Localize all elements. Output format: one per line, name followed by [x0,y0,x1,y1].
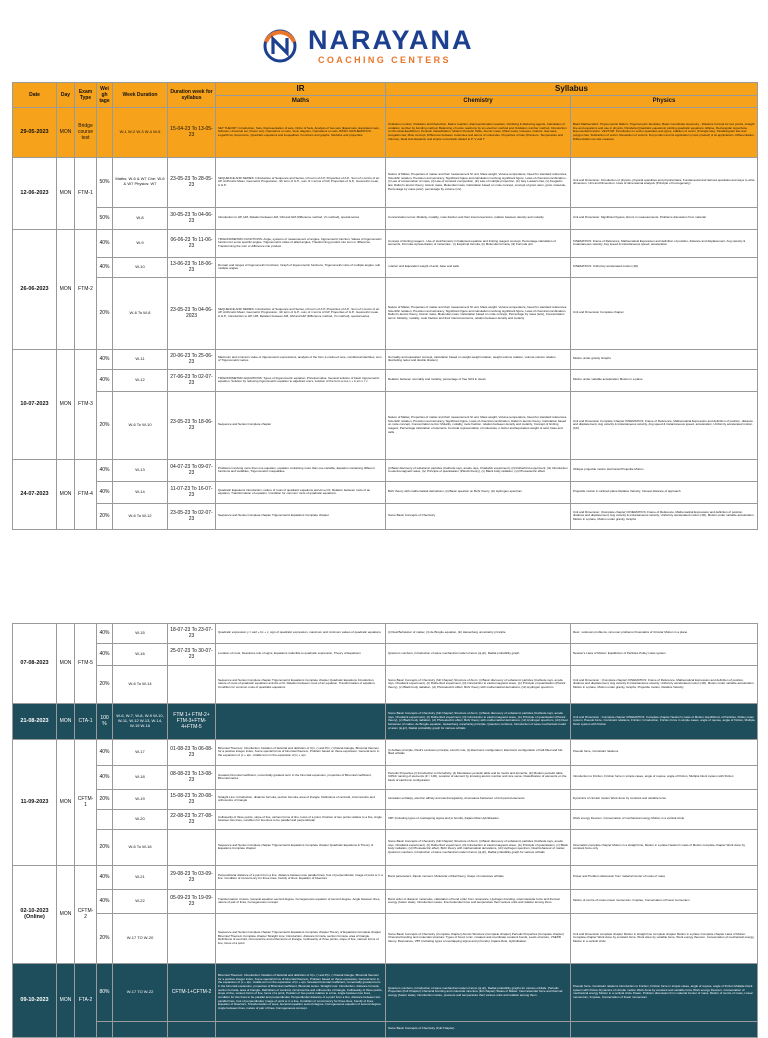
row-weightage: 20% [97,913,113,963]
row-maths: Domain and ranges of trigonometric functions, Graph of trigonometric functions, Trigonometric ratio of multiple angles, sub multiple angles [216,257,386,277]
row-maths: Quadratic Equations Introduction: nature of roots of quadratic equations ax2+bx+c=0, Relation between roots of an equation, Transformation of equation, Condition for common roots of quadratic equations. [216,481,386,503]
row-physics: Motion under gravity Graphs [571,349,758,369]
table-row [13,963,758,1021]
row-date: 11-09-2023 [13,739,57,865]
table-row [13,829,758,865]
table-row [13,739,758,765]
row-chemistry: Concept of limiting reagent - Use of stoichiometry in balanced equation and limiting reagent concept, Percentage calculation of elements, Formula representation of molecules - (i) Empirical formula, (ii) Molecular formula, (iii) Formula unit [386,229,571,257]
row-duration: 13-06-23 To 18-06-23 [168,257,216,277]
row-maths: TRIGONOMETRIC FUNCTIONS: Angle, systems of measurement of angles, trigonometric function, Values of trigonometric function for some specific angles, Trigonometric ratios of allied angles, Transforming product into sum or difference, Transforming the sum or difference into product. [216,229,386,257]
row-maths: SEQUENCE AND SERIES: Introduction of Sequence and Series, nth term of A.P, Properties of A.P., Sum of n-terms of an AP, Arithmetic Mean, Geometric Progression, nth term of G.P., sum of n terms of GP, Properties of G.P., Geometric mean, A.G.P. [216,157,386,207]
row-physics: Unit and Dimension complete chapter Motion in straight line complete chapter Motion in a plane Complete chapter Laws of Motion Complete chapter Work done by constant force, Work done by variable force, Work energy theorem, Conservation of mechanical energy, Motion in a vertical circle [571,913,758,963]
header-week-duration: Week Duration [113,83,168,108]
row-maths: Introduction to HP, HM, Relation between AM, GM and HM (Difference method, Vn method), special series [216,207,386,229]
page-break-gap [13,529,758,623]
row-weeks: W-8 [113,207,168,229]
table-header-row [13,83,758,96]
row-physics: Motion under variable acceleration Motion in a plane [571,369,758,391]
row-duration: 30-05-23 To 04-06-23 [168,207,216,229]
row-exam-type: FTM-2 [75,229,97,349]
row-chemistry: Some Basic Concepts of Chemistry (Full Chapter) [386,1021,571,1037]
row-day: MON [57,459,75,529]
row-date: 26-06-2023 [13,229,57,349]
row-weightage: 40% [97,739,113,765]
row-weeks: W-6, W-7, W-8, W-9 W-10, W-11, W-12 W-13, W-14, W-15 W-16 [113,703,168,739]
row-physics: Unit and Dimension: Significant figures, Errors in measurements. Problems discussion from material [571,207,758,229]
table-row [13,665,758,703]
row-date: 21-08-2023 [13,703,57,739]
row-duration: 15-04-23 To 13-05-23 [168,107,216,157]
row-weeks: W-6 To W-16 [113,829,168,865]
row-maths: Sequence and Series Complete chapter Trigonometric Equations Complete chapter Quadratic Equations Introduction, nature of roots of quadratic equations ax2+bx+c=0, Relation between roots of an equation, Transformation of equation, Condition for common roots of quadratic equations [216,665,386,703]
row-weightage: 50% [97,157,113,207]
row-duration: 05-09-23 To 19-09-23 [168,889,216,913]
row-maths: Collinearity of three points, slope of line, various forms of line, locus of a point, Position of two points relative to a line, Angle between two lines, condition for two lines to be parallel and perpendicular [216,809,386,829]
row-duration: 06-06-23 To 11-06-23 [168,229,216,257]
header-duration-syllabus: Duration week for syllabus [168,83,216,108]
row-day: MON [57,963,75,1037]
row-duration: 18-07-23 To 23-07-23 [168,623,216,643]
row-weeks: W-9 [113,229,168,257]
table-row [13,809,758,829]
row-duration: 08-08-23 To 13-08-23 [168,765,216,789]
table-row [13,889,758,913]
row-date: 12-06-2023 [13,157,57,229]
brand-tagline: COACHING CENTERS [318,55,451,65]
row-physics: Introduction to Friction, Friction force in simple cases, angle of repose, angle of friction, Multiple block system with friction [571,765,758,789]
table-row [13,1021,758,1037]
row-chemistry: (i) Dual Behaviour of matter, (ii) de Broglie equation, (iii) Heisenberg uncertainty principle [386,623,571,643]
row-maths: TRIGONOMETRIC EQUATIONS: Types of trigonometric equation, Principal value, General solution of basic trigonometric equation, Solution by reducing trigonometric equation to algebraic one's, solution of the form a cos x + b sin x = c [216,369,386,391]
row-physics: Power and Problem discussion from material Center of mass of mass [571,865,758,889]
row-physics: Unit and Dimension : Complete chapter KINEMATICS: Complete chapter Newton's Laws of Motion: Equilibrium of Particles, Pulley mass system, Pseudo force, Constraint relations, Friction: Introduction, Friction force in simple cases, angle of repose, angle of friction, Multiple block system with friction [571,703,758,739]
table-row [13,391,758,459]
row-weeks: W-6 To W-14 [113,665,168,703]
row-weightage: 40% [97,865,113,889]
row-duration [168,665,216,703]
row-weightage: 20% [97,829,113,865]
row-maths: Problems involving more than one equation, equation containing more than one variable, Equation containing different functions and variables, Trigonometric inequalities. [216,459,386,481]
row-exam-type: FTM-1 [75,157,97,229]
row-chemistry: VBT (including types of overlapping sigma and pi bonds), Fajans Rule Hybridisation [386,809,571,829]
row-chemistry: Periodic Properties (i) Introduction to Periodicity, (ii) Mendeleev periodic table and its merits and demerits, (iii) Modern periodic table, IUPAC naming of elements (Z > 100), Location of element by knowing atomic number and vice versa, Classification of elements on the basis of electronic configuration [386,765,571,789]
row-chemistry: Some Basic Concepts of Chemistry [386,503,571,529]
row-day: MON [57,107,75,157]
header-weightage: Weigh tage [97,83,113,108]
row-date: 07-08-2023 [13,623,57,703]
row-duration: 25-07-23 To 30-07-23 [168,643,216,665]
row-weightage: 40% [97,229,113,257]
row-date: 24-07-2023 [13,459,57,529]
row-chemistry: Quantum numbers, Introduction of wave mechanical model of atom (ψ,ψ²), Radial probability graphs for various orbitals. Periodic Properties (Full Chapter) Chemical bonding and molecular structure (full chapter) States of Matter: Intermolecular force and thermal energy (fusion state), Introduction nature, pressure and temperature their various units and relation among them. [386,963,571,1021]
syllabus-schedule-table [12,82,758,1038]
row-weeks: W-6 To W-12 [113,503,168,529]
row-duration: 23-05-23 To 02-07-23 [168,503,216,529]
table-row [13,229,758,257]
table-row [13,157,758,207]
row-date: 10-07-2023 [13,349,57,459]
narayana-logo [258,22,518,66]
table-row [13,349,758,369]
row-weeks: W-13 [113,459,168,481]
row-physics: Pseudo force, Constraint relations Introduction to Friction, Friction force in simple cases, angle of repose, angle of friction Multiple block system with friction Dynamics of circular motion Work done by constant and variable force Work energy theorem, Conservation of mechanical energy Motion in a vertical circle Power, Problem discussion from material Center of mass, Motion of centre of mass, Linear momentum, Impulse, Conservation of linear momentum [571,963,758,1021]
table-row [13,703,758,739]
table-row [13,643,758,665]
row-chemistry: Bohr theory with mathematical derivations, (ii) Basic question on Bohr theory, (iii) Hydrogen spectrum [386,481,571,503]
row-weeks: W-10 [113,257,168,277]
header-date: Date [13,83,57,108]
row-duration: 04-07-23 To 09-07-23 [168,459,216,481]
row-chemistry: (i) Basic discovery of subatomic particles (Cathode rays, anode rays, Chadwick experiment), (ii) Rutherford experiment, (iii) Introduction to electromagnetic wave, (iv) Principle of quantisation (Planck theory), (v) Black body radiation, (vi) Photoelectric effect [386,459,571,481]
row-physics: Pseudo force, Constraint relations [571,739,758,765]
row-physics: Unit and Dimension Complete Chapter KINEMATICS: Frame of Reference, Mathematical Expression and definition of position, distance and displacement, Avg velocity & instantaneous velocity, Avg speed & instantaneous speed, acceleration, Uniformly accelerated motion (1D) [571,391,758,459]
row-duration: FTM 1+ FTM-2+ FTM-3+FTM-4+FTM-5 [168,703,216,739]
row-weightage: 40% [97,257,113,277]
row-duration [168,913,216,963]
row-physics: Unit and Dimension Complete chapter [571,277,758,349]
table-row [13,481,758,503]
row-exam-type: CFTM-1 [75,739,97,865]
row-weeks: W-12 [113,369,168,391]
row-chemistry: Nature of Matter, Properties of matter and their measurement SI unit, Mass weight, Volume temperature, Need for standard references, Scientific notation, Precision and accuracy, Significant figure and calculation involving significant figure, Laws of chemical combination - (i) Law of conservation of mass, (ii) Law of constant composition, (iii) Law of multiple proportion, (iv) Gay Lussac's law, (v) Avogadro law, Dalton's atomic theory, Atomic mass, Molecular mass, Calculation based on mole concept, concept of gram atom, gram molecule, Percentage by mass (w/w), percentage by volume (v/v) [386,157,571,207]
row-maths: Perpendicular distance of a point from a line, distance between two parallel lines, foot of perpendicular, Image of point w.r.t a line. Condition of concurrency for three lines, Family of lines. Equation of bisectors [216,865,386,889]
table-row [13,369,758,391]
row-duration: 27-06-23 To 02-07-23 [168,369,216,391]
row-maths: Greatest binomial coefficient, numerically greatest term in the binomial expansion, properties of Binomial coefficient, Binomial series [216,765,386,789]
row-weightage: 20% [97,503,113,529]
row-physics: KINEMATICS: Uniformly accelerated motion (1D) [571,257,758,277]
row-maths: Binomial Theorem: Introduction: Notation of factorial and definition of C(n, r) and P(n, r) Pascal triangle, Binomial theorem for a positive integer index, Some special forms of binomial theorem, Problem based on these expansion, General term in the expansion of (x + a)n, middle term in the expansion of (x + a)n, Greatest binomial coefficient, numerically greatest term in the binomial expansion, properties of Binomial coefficient, Binomial series. Straight Line: Introduction, distance formula, section formula, area of triangle. Definitions of centroid, circumcentre and orthocentre of triangle, Collinearity of three points, slope of line, various forms of line, locus of a point, Position of two points relative to a line, Angle between two lines, condition for two lines to be parallel and perpendicular, Perpendicular distance of a point from a line, distance between two parallel lines, foot of perpendicular, Image of point w.r.t a line, Condition of concurrency for three lines, Family of lines. Equation of bisectors, Transformation of axes, General equation second degree, homogeneous equation of second degree, Angle between lines, nature of pair of lines, homogeneous concept. [216,963,386,1021]
row-day: MON [57,865,75,963]
row-weeks: W-15 [113,623,168,643]
row-physics: Oblique projectile motion Horizontal Projectile Motion [571,459,758,481]
table-row [13,623,758,643]
row-maths: Sequence and Series Complete chapter [216,391,386,459]
row-day: MON [57,739,75,865]
row-chemistry: Some Basic Concepts of Chemistry (full Chapter) Structure of Atom: (i) Basic discovery of subatomic particles (Cathode rays, anode rays, Chadwick experiment), (ii) Rutherford experiment, (iii) Introduction to electromagnetic wave, (iv) Principle of quantisation (Planck theory), (v) Black body radiation, (vi) Photoelectric effect, Bohr theory with mathematical derivations, (vii) Hydrogen spectrum, (viii) Dual behaviour of matter, de Broglie equation, Heisenberg uncertainty principle, Quantum numbers, Introduction of wave mechanical model of atom (ψ,ψ²), Radial probability graph for various orbitals [386,703,571,739]
row-weightage: 20% [97,277,113,349]
row-duration: 11-07-23 To 16-07-23 [168,481,216,503]
row-chemistry: Some Basic Concepts of Chemistry (full Chapter) Structure of Atom: (i) Basic discovery of subatomic particles (Cathode rays, anode rays, Chadwick experiment), (ii) Rutherford experiment, (iii) Introduction to electromagnetic wave, (iv) Principle of quantisation, (v) Black body radiation, (vi) Photoelectric effect, Bohr theory with mathematical derivations, (vii) Hydrogen spectrum, Dual behaviour of matter, Quantum numbers, Introduction of wave mechanical model of atom (ψ,ψ²), Radial probability graph for various orbitals [386,829,571,865]
row-date: 02-10-2023 (Online) [13,865,57,963]
row-weightage: 40% [97,623,113,643]
row-maths: Transformation of axes, General equation second degree, homogeneous equation of second degree. Angle between lines, nature of pair of lines, homogeneous concept. [216,889,386,913]
row-maths: Quadratic expression y = ax2 + bx + c, sign of quadratic expression, maximum and minimum values of quadratic equations [216,623,386,643]
row-exam-type: Bridge course test [75,107,97,157]
table-row [13,765,758,789]
row-physics: Basic Mathematics: Trigonometric Ratio's, Trigonometric Identities, Basic Coordinate Geometry - Distance formula for two points, straight line and equations and use in physics, Parabola (Quadratic equations) plotting quadratic equations, Ellipse, Rectangular Hyperbola, Exponential function. VECTOR: Introduction to vector quantities and types, Addition of vector (Triangle law), Parallelogram law and polygon law, Subtraction of vector, Resolution of vectors, Dot product and its application (cross product) & its applications, Differentiation, Differentiation as rate measure [571,107,758,157]
row-weightage: 40% [97,459,113,481]
row-duration [168,829,216,865]
row-weeks: W-22 [113,889,168,913]
table-row [13,503,758,529]
row-duration: 20-06-23 To 25-06-23 [168,349,216,369]
row-exam-type: CFTM-2 [75,865,97,963]
row-weeks: W-16 [113,643,168,665]
row-day: MON [57,229,75,349]
row-maths: SET THEORY: Introduction, Sets, Representation of sets, Order of Sets, Analysis of two sets (Equal sets, Equivalent sets, Subsets, Universal set, Power set), Operations on sets, Venn diagram, Operations on sets. BASIC MATHEMATICS: Logarithms, Exponents, Quadratic equations and inequalities, Functions and graphs, Modulus and properties. [216,107,386,157]
row-weightage: 40% [97,369,113,391]
row-weeks: W-17 [113,739,168,765]
row-chemistry: Relation between normality and molarity, percentage of free SO3 in oleum [386,369,571,391]
header-day: Day [57,83,75,108]
row-maths: Location of roots, Descartes rule of signs, Equations reducible to quadratic expression, Theory of Equations [216,643,386,665]
row-weeks: W-1 W-2 W-3 W-4 W-5 [113,107,168,157]
row-weightage: 40% [97,349,113,369]
header-ir: IR [216,83,386,96]
row-weeks: W-17 TO W-20 [113,913,168,963]
row-date: 09-10-2023 [13,963,57,1037]
row-physics: KINEMATICS: Frame of Reference, Mathematical Expression and definition of position, distance and displacement, Avg velocity & instantaneous velocity, Avg speed & instantaneous speed, acceleration [571,229,758,257]
row-weightage: 40% [97,765,113,789]
row-day: MON [57,703,75,739]
row-duration: 23-05-23 To 28-05-23 [168,157,216,207]
table-row [13,257,758,277]
narayana-emblem-icon [260,24,300,64]
row-weightage: 40% [97,889,113,913]
row-weightage: 100% [97,703,113,739]
row-chemistry: (i) Aufbau principle, Pauli's exclusion principle, Hund's rule, (ii) Electronic configuration, Electronic configuration of half-filled and full-filled orbitals [386,739,571,765]
row-exam-type: FTM-4 [75,459,97,529]
row-chemistry: Nature of Matter, Properties of matter and their measurement SI unit, Mass weight, Volume temperature, Need for standard references, Scientific notation, Precision and accuracy, Significant figure and calculation involving significant figure, Laws of chemical combination, Dalton's atomic theory, Atomic mass, Molecular mass, Calculation based on mole concept, Percentage by mass (w/w), Concentration terms: Molarity, molality, mole fraction and their interconversions, relation between density and molarity [386,277,571,349]
table-row [13,207,758,229]
row-chemistry: Concentration terms: Molarity, molality, mole fraction and their interconversions, relation between density and molarity [386,207,571,229]
table-row [13,107,758,157]
row-weeks: W-18 [113,765,168,789]
row-chemistry: Ionisation enthalpy, electron affinity and electronegativity, Anomalous behaviour of 2nd period elements [386,789,571,809]
header-exam-type: Exam Type [75,83,97,108]
row-chemistry: Normality and equivalent concept, calculation based on weight-weight relation, weight-volume relation, volume-volume relation (Excluding redox and double titration) [386,349,571,369]
row-duration: 23-05-23 To 18-06-23 [168,391,216,459]
table-row [13,277,758,349]
row-exam-type: FTA-2 [75,963,97,1037]
table-row [13,789,758,809]
row-chemistry: Bond parameters, Dipole moment, Molecular orbital theory, shape of molecules orbitals. [386,865,571,889]
row-chemistry: Quantum numbers, Introduction of wave mechanical model of atom (ψ,ψ²), Radial probability graph [386,643,571,665]
row-date: 29-05-2023 [13,107,57,157]
row-physics: Kinematics complete chapter Motion in a straight line, Motion in a plane Newton's Laws of Motion complete chapter Work done by constant force only [571,829,758,865]
row-physics: Unit and Dimension: (Complete chapter) KINEMATICS: Frame of Reference, Mathematical Expression and definition of position, distance and displacement, Avg velocity & instantaneous velocity, Uniformly accelerated motion (1D), Motion under variable acceleration, Motion in a plane, Motion under gravity, Graphs [571,503,758,529]
row-physics: Motion of centre of mass Linear momentum, Impulse, Conservation of linear momentum [571,889,758,913]
row-physics: Work energy theorem, Conservation of mechanical energy Motion in a vertical circle [571,809,758,829]
row-duration: 01-08-23 To 06-08-23 [168,739,216,765]
table-row [13,865,758,889]
row-weightage: 80% [97,963,113,1021]
row-maths: Sequence and Series Complete chapter Trigonometric Equations Complete chapter [216,503,386,529]
row-maths: Sequence and Series Complete chapter Trigonometric Equations Complete chapter Theory of Equations Complete chapter Binomial Theorem Complete chapter Straight Line: Introduction, distance formula, section formula, area of triangle. Definitions of centroid, circumcentre and orthocentre of triangle, Collinearity of three points, slope of line, various forms of line, locus of a point [216,913,386,963]
row-chemistry: Bond order of diatomic molecules, calculation of bond order from resonance, Hydrogen bonding, intermolecular force and thermal energy (fusion state), Introduction nature, Intermolecular force and temperature their various units and relation among them. [386,889,571,913]
row-physics: Projectile motion in inclined plane Relative Velocity, Closest distance of approach [571,481,758,503]
row-exam-type: FTM-5 [75,623,97,703]
row-physics: Unit and Dimension : (Complete chapter) KINEMATICS: Frame of Reference, Mathematical Expression and definition of position, distance and displacement, Avg velocity & instantaneous velocity, Uniformly accelerated motion (1D), Motion under variable acceleration, Motion in a plane, Motion under gravity, Graphs, Projectile motion, Relative Velocity [571,665,758,703]
row-duration: 22-08-23 To 27-08-23 [168,809,216,829]
row-weeks: Maths: W-6 & W7 Che: W-6 & W7 Physics: W7 [113,157,168,207]
row-exam-type: CTA-1 [75,703,97,739]
row-day: MON [57,623,75,703]
row-day: MON [57,157,75,229]
brand-name: NARAYANA [308,25,474,55]
row-maths: SEQUENCE AND SERIES: Introduction of Sequence and Series, nth term of A.P, Properties of A.P., Sum of n-terms of an AP, Arithmetic Mean, Geometric Progression, nth term of G.P., sum of n terms of GP, Properties of G.P., Geometric mean, A.G.P., Introduction to HP, HM, Relation between AM, GM and HM (Difference method, Vn method), special series [216,277,386,349]
row-weeks: W-6 To W-8 [113,277,168,349]
row-maths: Straight Line: Introduction, distance formula, section formula, area of triangle. Definitions of centroid, circumcentre and orthocentre of triangle [216,789,386,809]
table-row [13,459,758,481]
row-chemistry: n-factor and Equivalent weight of acid, base and salts [386,257,571,277]
row-weightage: 50% [97,207,113,229]
row-maths: Sequence and Series Complete chapter Trigonometric Equations Complete chapter Quadratic Equations & Theory of Equations Complete chapter [216,829,386,865]
header-syllabus: Syllabus [386,83,758,96]
row-chemistry: Oxidation number, Oxidation and Reduction, Redox reaction, disproportionation reaction, Oxidising & Reducing agents, Calculation of oxidation number by bonding method, Balancing of redox reactions by ion electron method and Oxidation number method, Introduction to Chemical Equilibrium, Periodic Classification, Modern Periodic Table, Atomic mass, Molar mass, Isotopes, Isobars, Gas laws, Avogadro law, Mole concept, Difference between molecules and atoms of molecules, Properties of Gas (Pressure, Temperature and Volume), Ideal Gas Equation and simple numericals related to P, V and T [386,107,571,157]
table-row [13,913,758,963]
row-weightage [97,809,113,829]
row-physics: Newton's Laws of Motion: Equilibrium of Particles Pulley mass system [571,643,758,665]
row-weeks: W-6 To W-10 [113,391,168,459]
row-physics: Rest : unknown problems, rain-man problems Kinematics of Circular Motion in a plane [571,623,758,643]
row-weightage: 40% [97,643,113,665]
header-physics: Physics [571,95,758,107]
row-duration: CFTM-1+CFTM-2 [168,963,216,1021]
row-chemistry: Some Basic Concepts of Chemistry (Complete chapter) Atomic Structure (Complete chapter) Periodic Properties (Complete chapter) Chemical bonding and molecular structure: Types of bond, Ionic, covalent and coordinate covalent bonds, Lewis structure, VSEPR theory, Resonance, VBT (including types of overlapping sigma and pi bonds), Fajans Rule, Hybridisation [386,913,571,963]
row-weeks: W-20 [113,809,168,829]
row-exam-type: FTM-3 [75,349,97,459]
row-maths: Binomial Theorem: Introduction: Notation of factorial and definition of C(n, r) and P(n, r) Pascal triangle, Binomial theorem for a positive integer index, Some special forms of binomial theorem, Problem based on these expansion, General term in the expansion of (x + a)n, middle term in the expansion of (x + a)n [216,739,386,765]
row-duration: 23-05-23 To 04-06-2023 [168,277,216,349]
row-physics: Unit and Dimension: Introduction of physics, physical quantities and physical laws, Fundamental and derived quantities and ways to write dimension, Unit and Dimension: Uses of dimensional analysis (Principle of homogeneity) [571,157,758,207]
row-chemistry: Some Basic Concepts of Chemistry (full Chapter) Structure of Atom: (i) Basic discovery of subatomic particles (Cathode rays, anode rays, Chadwick experiment), (ii) Rutherford experiment, (iii) Introduction to electromagnetic wave, (iv) Principle of quantisation (Planck theory), (v) Black body radiation, (vi) Photoelectric effect, Bohr theory with mathematical derivations, (vii) Hydrogen spectrum [386,665,571,703]
row-maths: Maximum and minimum value of trigonometric expressions, analysis of the form a cosine+b sine, conditional identities, sum of Trigonometric series [216,349,386,369]
row-duration: 29-08-23 To 03-09-23 [168,865,216,889]
row-weeks: W-11 [113,349,168,369]
row-weeks: W-17 TO W-22 [113,963,168,1021]
row-weightage: 20% [97,391,113,459]
row-weightage: 20% [97,789,113,809]
row-weeks: W-19 [113,789,168,809]
header-chemistry: Chemistry [386,95,571,107]
row-weeks: W-14 [113,481,168,503]
row-physics: Dynamics of circular motion Work done by constant and variable force [571,789,758,809]
header-maths: Maths [216,95,386,107]
row-day: MON [57,349,75,459]
row-weeks: W-21 [113,865,168,889]
row-weightage: 20% [97,665,113,703]
row-chemistry: Nature of Matter, Properties of matter and their measurement SI unit, Mass weight, Volume temperature, Need for standard references, Scientific notation, Precision and accuracy, Significant figure, Laws of chemical combination, Dalton's atomic theory, Calculation based on mole concept, Concentration terms: Molarity, molality, mole fraction, relation between density and molarity, Concept of limiting reagent, Percentage calculation of elements, Formula representation of molecules, n-factor and Equivalent weight of acid, base and salts [386,391,571,459]
row-duration: 15-08-23 To 20-08-23 [168,789,216,809]
row-weightage: 40% [97,481,113,503]
